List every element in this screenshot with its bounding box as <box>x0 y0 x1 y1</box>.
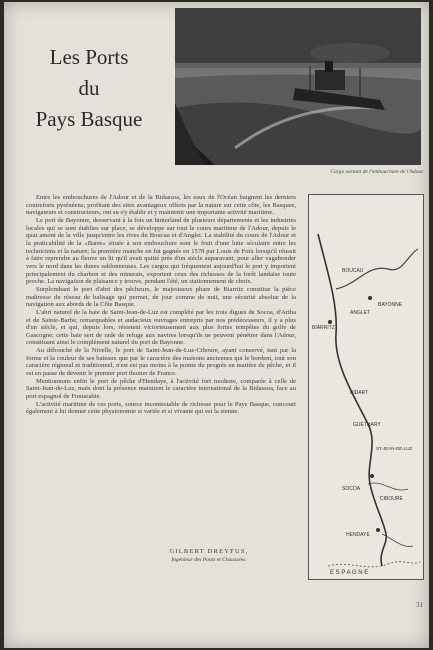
paragraph: Surplombant le port d'abri des pêcheurs, le majestueux phare de Biarritz constitue la pièce maîtresse du réseau de balisage qui permet, de jour comme de nuit, une sécurité absolue de la navigation aux abords de la Côte Basque. <box>26 285 296 309</box>
map-label-anglet: ANGLET <box>350 310 371 316</box>
map-label-socoa: SOCOA <box>342 486 361 492</box>
map-label-boucau: BOUCAU <box>342 268 364 274</box>
nivelle-river <box>368 483 408 490</box>
map-label-st-jean-de-luz: ST-JEAN-DE-LUZ <box>376 446 413 451</box>
map-label-ciboure: CIBOURE <box>380 496 403 502</box>
author-name: GILBERT DREYFUS, <box>169 548 249 555</box>
anchor-icon <box>376 528 380 532</box>
cargo-ship-photo <box>175 8 421 165</box>
title-line-3: Pays Basque <box>35 107 143 131</box>
paragraph: Le port de Bayonne, desservant à la fois un hinterland de plusieurs départements et les industries locales qui se sont établies sur place, se développe sur tout le cours maritime de l'Adour, depuis le quai amont de la ville jusqu'entre les rives du Boucau et d'Anglet. La stabilité du cours de l'Adour et la praticabilité de la «Barre» située à son embouchure sont le fruit d'une lutte séculaire entre les techniciens et la nature; la première manche en fut gagnée en 1578 par Louis de Foix lorsqu'il réussit à faire reprendre au fleuve un lit qu'il avait quitté près d'un siècle auparavant, pour aller vagabonder vers le nord dans les dunes sablonneuses. Les cargos qui fréquentent aujourd'hui le port y importent principalement du charbon et des minerais, exportent ceux des richesses de la forêt landaise toute proche. La navigation de plaisance y trouve, pendant l'été, un stationnement de choix. <box>26 216 296 286</box>
author-role: Ingénieur des Ponts et Chaussées. <box>171 557 247 563</box>
title-line-1: Les Ports <box>49 45 129 69</box>
article-body <box>26 194 296 539</box>
map-label-bayonne: BAYONNE <box>378 302 403 308</box>
anchor-icon <box>368 296 372 300</box>
map-label-guethary: GUÉTHARY <box>353 422 381 428</box>
paragraph: L'activité maritime de ces ports, source incontestable de richesse pour le Pays Basque, concourt également à lui donner cette physionomie si variée et si vivante qui est la sienne. <box>26 400 296 416</box>
anchor-icon <box>370 474 374 478</box>
coast-map <box>308 194 424 580</box>
paragraph: Mentionnons enfin le port de pêche d'Hendaye, à l'activité fort modeste, comparée à celle de Saint-Jean-de-Luz, mais dont la présence maintient le caractère international de la Bidassoa, face au port espagnol de Fontarabie. <box>26 377 296 401</box>
map-label-hendaye: HENDAYE <box>346 532 370 538</box>
page-number: 31 <box>416 601 423 609</box>
map-label-bidart: BIDART <box>350 390 369 396</box>
lighthouse-icon <box>328 320 332 324</box>
map-label-espagne: E S P A G N E <box>330 570 369 576</box>
magazine-page <box>4 2 429 648</box>
map-label-biarritz: BIARRITZ <box>312 325 335 331</box>
photo-caption: Cargo sortant de l'embouchure de l'Adour. <box>330 169 424 175</box>
article-title <box>14 42 164 135</box>
coastline <box>318 234 386 566</box>
title-line-2: du <box>78 76 100 100</box>
paragraph: L'abri naturel de la baie de Saint-Jean-de-Luz est complété par les trois digues de Socoa, d'Artha et de Sainte-Barbe, remarquables et audacieux ouvrages entrepris par nos prédécesseurs, il y a plus d'un siècle, et qui, depuis lors, résistent victorieusement aux plus fortes tempêtes du golfe de Gascogne; cette baie sert de rade de refuge aux navires lorsqu'ils ne peuvent pénétrer dans l'Adour, constituant ainsi le complément naturel du port de Bayonne. <box>26 308 296 347</box>
paragraph: Entre les embouchures de l'Adour et de la Bidassoa, les eaux de l'Océan baignent les derniers contreforts pyrénéens; profitant des sites avantageux offerts par la nature sur cette côte, les Basques, navigateurs et constructeurs, ont su s'y établir et y maintenir une importante activité maritime. <box>26 194 296 217</box>
paragraph: Au débouché de la Nivelle, le port de Saint-Jean-de-Luz-Ciboure, ayant conservé, tant par la forme et la couleur de ses bateaux que par le caractère des maisons anciennes qui le bordent, tout son caractère régional et traditionnel, n'est est pas moins à la pointe du progrès en matière de pêche, et il est en passe de devenir le premier port thonier de France. <box>26 347 296 378</box>
author-signature <box>124 548 294 563</box>
